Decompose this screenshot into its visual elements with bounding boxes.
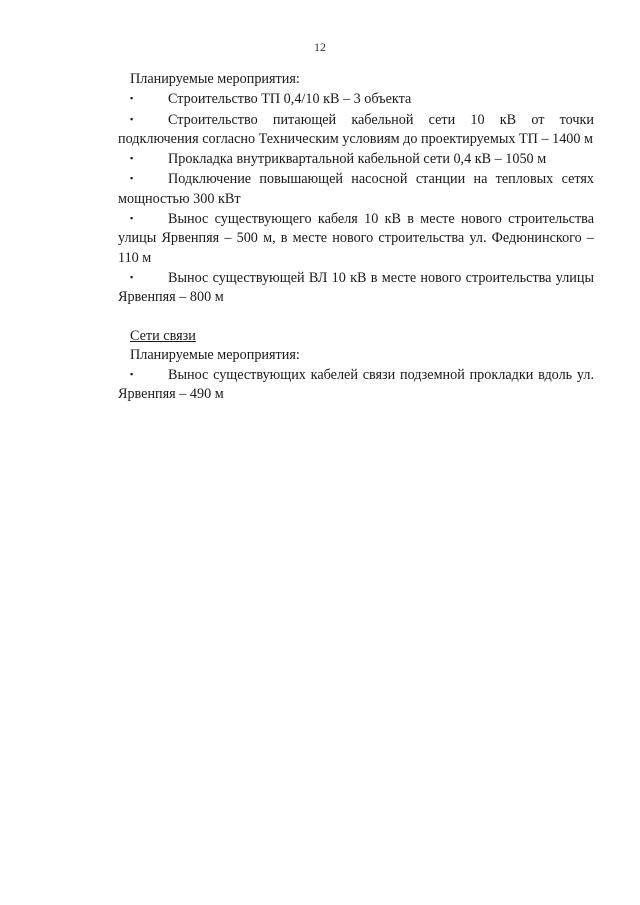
list-item-text: Подключение повышающей насосной станции на тепловых сетях мощностью 300 кВт [118,171,594,207]
list-item [118,110,594,150]
list-item-text: Строительство питающей кабельной сети 10 кВ от точки подключения согласно Техническим условиям до проектируемых ТП – 1400 м [118,111,594,147]
page-number: 12 [314,40,326,54]
list-item-text: Прокладка внутриквартальной кабельной сети 0,4 кВ – 1050 м [168,151,547,168]
bullet-icon: ▪ [130,93,134,104]
list-item [118,209,594,268]
bullet-icon: ▪ [130,271,134,282]
planned-measures-intro: Планируемые мероприятия: [130,346,300,363]
section-title-communications: Сети связи [130,327,196,344]
bullet-icon: ▪ [130,213,134,224]
list-item [118,268,594,308]
list-item [118,89,594,109]
bullet-icon: ▪ [130,173,134,184]
bullet-icon: ▪ [130,113,134,124]
bullet-icon: ▪ [130,153,134,164]
list-item-text: Вынос существующей ВЛ 10 кВ в месте нового строительства улицы Ярвенпяя – 800 м [118,269,594,306]
list-item-text: Вынос существующего кабеля 10 кВ в месте нового строительства улицы Ярвенпяя – 500 м, в месте нового строительства ул. Федюнинского – 110 м [118,211,594,266]
list-item-text: Строительство ТП 0,4/10 кВ – 3 объекта [168,91,412,108]
list-item-text: Вынос существующих кабелей связи подземной прокладки вдоль ул. Ярвенпяя – 490 м [118,367,594,403]
list-item [118,169,594,209]
planned-measures-intro: Планируемые мероприятия: [130,71,300,87]
bullet-icon: ▪ [130,369,134,380]
document-body [118,70,594,405]
list-item [118,149,594,169]
section-spacer [118,308,594,327]
list-item [118,365,594,405]
